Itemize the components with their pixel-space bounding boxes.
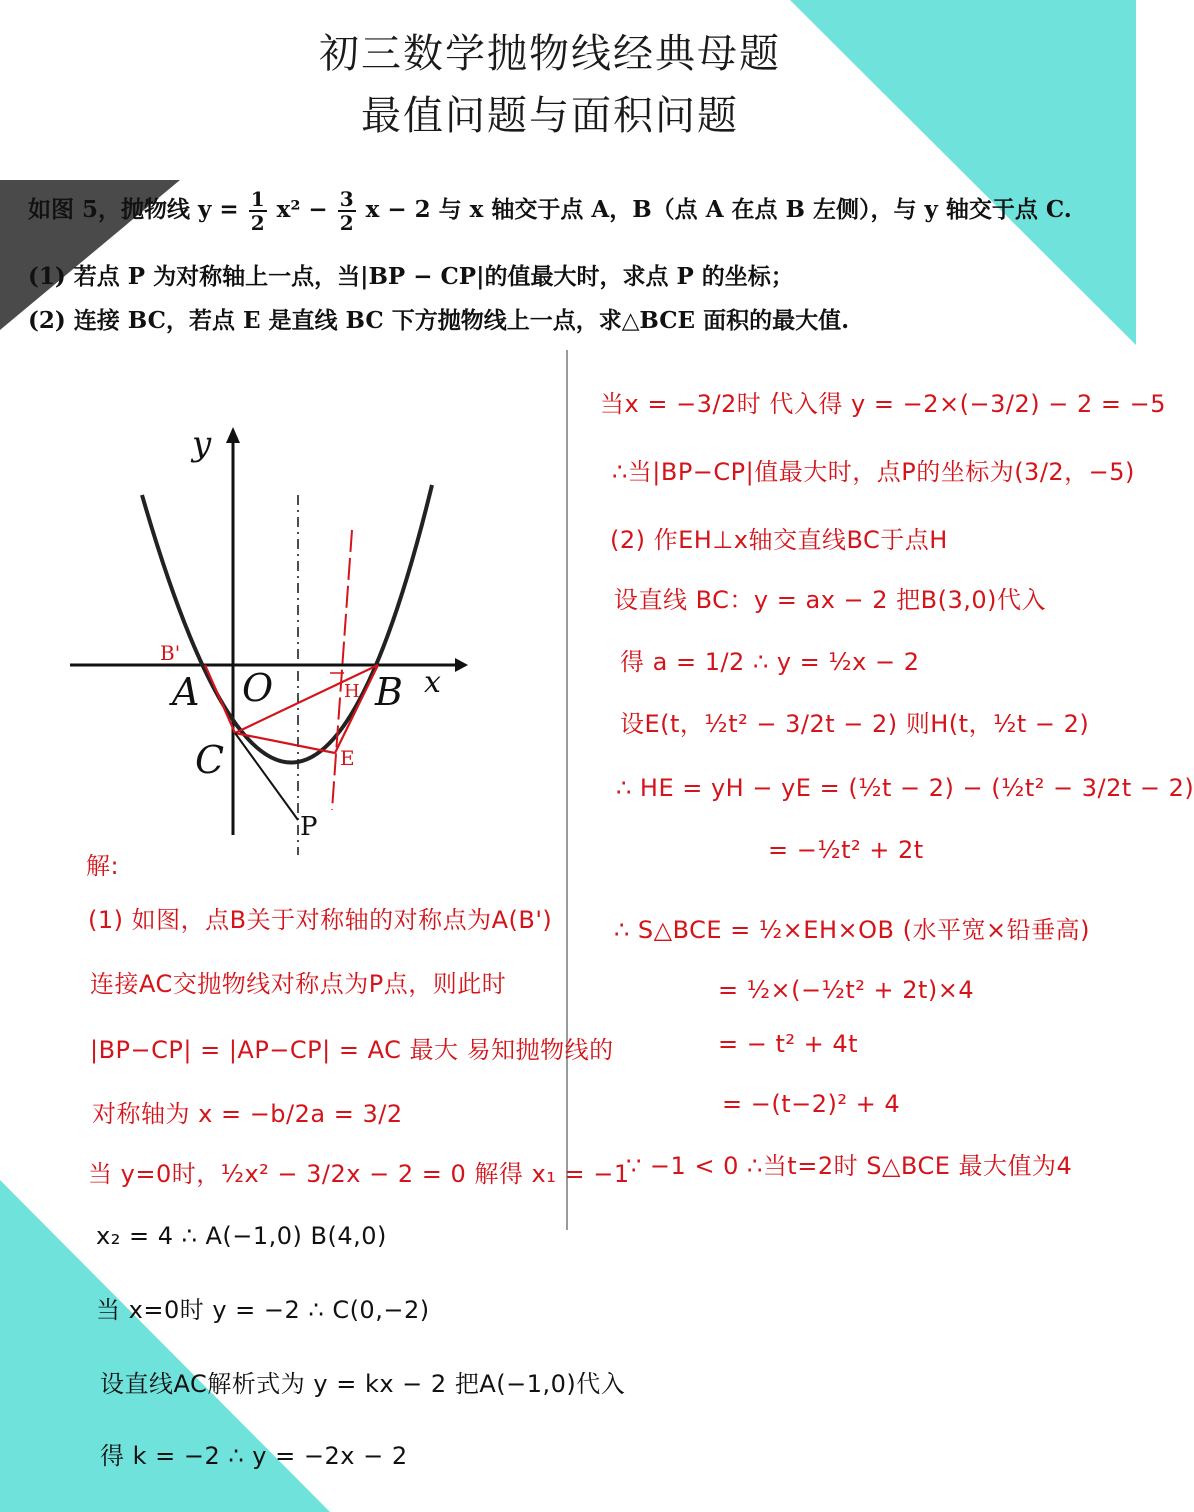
solution-right-line-2: (2) 作EH⊥x轴交直线BC于点H [610, 526, 948, 554]
solution-left-line-4: 对称轴为 x = −b/2a = 3/2 [92, 1100, 403, 1128]
frac2-denominator: 2 [339, 211, 354, 235]
label-y: y [192, 424, 212, 464]
frac1-numerator: 1 [250, 187, 265, 211]
question-2: (2) 连接 BC，若点 E 是直线 BC 下方抛物线上一点，求△BCE 面积的最大值. [28, 307, 850, 334]
solution-right-line-10: = − t² + 4t [718, 1030, 859, 1058]
solution-right-line-6: ∴ HE = yH − yE = (½t − 2) − (½t² − 3/2t − 2) [616, 774, 1194, 802]
solution-left-line-3: |BP−CP| = |AP−CP| = AC 最大 易知抛物线的 [90, 1036, 614, 1064]
line-cp [235, 733, 298, 820]
x-axis-arrow [455, 658, 468, 672]
label-H: H [344, 681, 360, 702]
page-title: 初三数学抛物线经典母题 [319, 31, 781, 77]
solution-right-line-1: ∴当|BP−CP|值最大时，点P的坐标为(3/2，−5) [612, 458, 1135, 486]
solution-right-line-8: ∴ S△BCE = ½×EH×OB (水平宽×铅垂高) [614, 916, 1090, 944]
solution-left-line-1: (1) 如图，点B关于对称轴的对称点为A(B') [88, 906, 553, 934]
parabola-curve [142, 485, 432, 763]
solution-right-line-4: 得 a = 1/2 ∴ y = ½x − 2 [620, 648, 920, 676]
label-P: P [300, 812, 318, 842]
label-O: O [242, 666, 274, 710]
label-E: E [340, 746, 355, 770]
solution-left-line-7: 当 x=0时 y = −2 ∴ C(0,−2) [96, 1296, 430, 1324]
solution-left-line-5: 当 y=0时，½x² − 3/2x − 2 = 0 解得 x₁ = −1 [88, 1160, 630, 1188]
solution-right-line-3: 设直线 BC：y = ax − 2 把B(3,0)代入 [614, 586, 1047, 614]
solution-left-line-8: 设直线AC解析式为 y = kx − 2 把A(−1,0)代入 [100, 1370, 626, 1398]
solution-right-line-9: = ½×(−½t² + 2t)×4 [718, 976, 975, 1004]
solution-right-line-5: 设E(t，½t² − 3/2t − 2) 则H(t，½t − 2) [620, 710, 1090, 738]
label-A: A [172, 670, 200, 714]
label-Bprime: B' [160, 641, 181, 665]
solution-left-line-6: x₂ = 4 ∴ A(−1,0) B(4,0) [96, 1222, 387, 1250]
solution-left-line-9: 得 k = −2 ∴ y = −2x − 2 [100, 1442, 408, 1470]
problem-intro-part2: x² − [276, 196, 328, 223]
frac2-numerator: 3 [339, 187, 354, 211]
fraction-one-half [249, 188, 267, 234]
solution-right-line-0: 当x = −3/2时 代入得 y = −2×(−3/2) − 2 = −5 [600, 390, 1166, 418]
label-x: x [424, 665, 441, 700]
parabola-diagram [60, 415, 480, 855]
problem-intro-part3: x − 2 与 x 轴交于点 A，B（点 A 在点 B 左侧），与 y 轴交于点 C. [365, 196, 1072, 223]
problem-intro [28, 188, 1072, 234]
solution-right-line-12: ∵ −1 < 0 ∴当t=2时 S△BCE 最大值为4 [626, 1152, 1073, 1180]
label-C: C [195, 738, 225, 782]
solution-left-line-2: 连接AC交抛物线对称点为P点，则此时 [90, 970, 507, 998]
y-axis-arrow [226, 427, 240, 443]
question-1: (1) 若点 P 为对称轴上一点，当|BP − CP|的值最大时，求点 P 的坐标； [28, 263, 794, 290]
label-B: B [375, 670, 403, 714]
solution-right-line-11: = −(t−2)² + 4 [722, 1090, 901, 1118]
line-ac [205, 665, 235, 733]
page-subtitle: 最值问题与面积问题 [361, 93, 739, 139]
fraction-three-halves [338, 188, 356, 234]
solution-right-line-7: = −½t² + 2t [768, 836, 924, 864]
solution-left-line-0: 解: [86, 852, 120, 880]
frac1-denominator: 2 [250, 211, 265, 235]
problem-intro-part1: 如图 5，抛物线 y = [28, 196, 239, 223]
column-divider [566, 350, 568, 1230]
